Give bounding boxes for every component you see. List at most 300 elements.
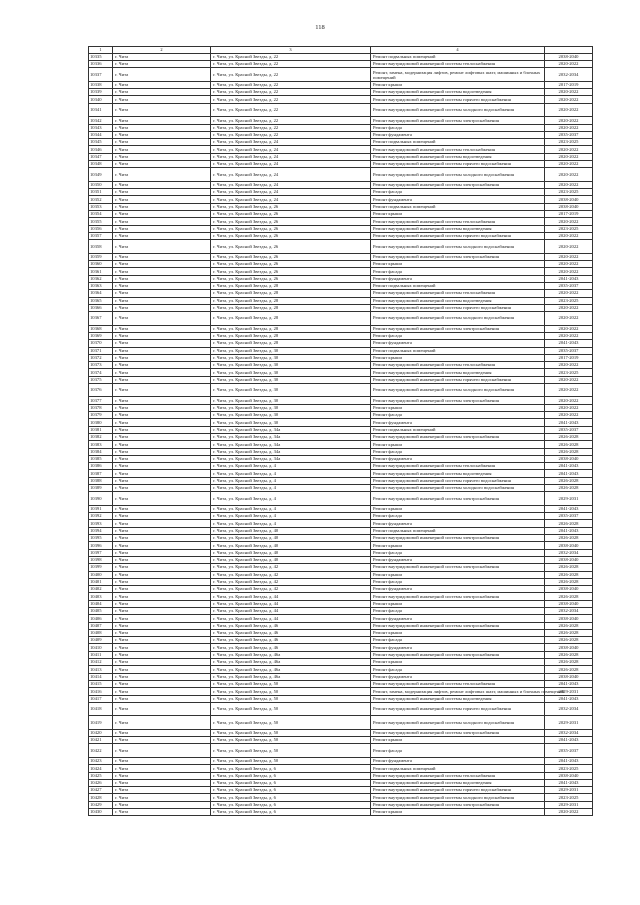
row-work-type: Ремонт внутридомовой инженерной системы теплоснабжения bbox=[371, 772, 545, 779]
row-work-type: Ремонт фасада bbox=[371, 513, 545, 520]
table-row bbox=[89, 615, 593, 622]
row-period: 2020-2022 bbox=[545, 261, 593, 268]
row-city: г. Чита bbox=[113, 470, 211, 477]
row-work-type: Ремонт подвальных помещений bbox=[371, 203, 545, 210]
row-address: г. Чита, ул. Красной Звезды, д. 34а bbox=[211, 441, 371, 448]
table-row bbox=[89, 680, 593, 687]
table-row bbox=[89, 161, 593, 168]
row-work-type: Ремонт крыши bbox=[371, 211, 545, 218]
row-city: г. Чита bbox=[113, 412, 211, 419]
row-city: г. Чита bbox=[113, 383, 211, 397]
page-number: 118 bbox=[315, 24, 325, 31]
header-cell: 1 bbox=[89, 47, 113, 54]
table-row bbox=[89, 304, 593, 311]
row-city: г. Чита bbox=[113, 564, 211, 571]
row-address: г. Чита, ул. Красной Звезды, д. 34а bbox=[211, 455, 371, 462]
row-number: 10373 bbox=[89, 362, 113, 369]
row-city: г. Чита bbox=[113, 325, 211, 332]
row-address: г. Чита, ул. Красной Звезды, д. 40 bbox=[211, 542, 371, 549]
row-address: г. Чита, ул. Красной Звезды, д. 22 bbox=[211, 53, 371, 60]
row-period: 2038-2040 bbox=[545, 644, 593, 651]
row-period: 2032-2034 bbox=[545, 68, 593, 82]
row-period: 2026-2028 bbox=[545, 441, 593, 448]
row-number: 10383 bbox=[89, 441, 113, 448]
row-address: г. Чита, ул. Красной Звезды, д. 26 bbox=[211, 261, 371, 268]
row-address: г. Чита, ул. Красной Звезды, д. 4 bbox=[211, 485, 371, 492]
row-number: 10413 bbox=[89, 666, 113, 673]
row-period: 2026-2028 bbox=[545, 448, 593, 455]
row-number: 10354 bbox=[89, 211, 113, 218]
row-city: г. Чита bbox=[113, 513, 211, 520]
table-row bbox=[89, 608, 593, 615]
row-work-type: Ремонт фундамента bbox=[371, 673, 545, 680]
table-row bbox=[89, 535, 593, 542]
row-work-type: Ремонт внутридомовой инженерной системы горячего водоснабжения bbox=[371, 161, 545, 168]
row-work-type: Ремонт фундамента bbox=[371, 455, 545, 462]
table-row bbox=[89, 520, 593, 527]
row-city: г. Чита bbox=[113, 505, 211, 512]
row-work-type: Ремонт внутридомовой инженерной системы теплоснабжения bbox=[371, 146, 545, 153]
row-address: г. Чита, ул. Красной Звезды, д. 24 bbox=[211, 168, 371, 182]
row-period: 2020-2022 bbox=[545, 290, 593, 297]
row-address: г. Чита, ул. Красной Звезды, д. 34а bbox=[211, 433, 371, 440]
row-address: г. Чита, ул. Красной Звезды, д. 30 bbox=[211, 404, 371, 411]
row-city: г. Чита bbox=[113, 463, 211, 470]
row-period: 2029-2031 bbox=[545, 716, 593, 730]
table-row bbox=[89, 117, 593, 124]
table-row bbox=[89, 419, 593, 426]
row-work-type: Ремонт внутридомовой инженерной системы теплоснабжения bbox=[371, 680, 545, 687]
table-row bbox=[89, 527, 593, 534]
row-city: г. Чита bbox=[113, 68, 211, 82]
table-row bbox=[89, 593, 593, 600]
row-city: г. Чита bbox=[113, 161, 211, 168]
row-work-type: Ремонт внутридомовой инженерной системы электроснабжения bbox=[371, 325, 545, 332]
row-work-type: Ремонт крыши bbox=[371, 600, 545, 607]
row-number: 10418 bbox=[89, 702, 113, 716]
row-city: г. Чита bbox=[113, 477, 211, 484]
row-number: 10346 bbox=[89, 146, 113, 153]
row-number: 10352 bbox=[89, 196, 113, 203]
table-row bbox=[89, 68, 593, 82]
row-period: 2020-2022 bbox=[545, 404, 593, 411]
row-period: 2038-2040 bbox=[545, 203, 593, 210]
row-address: г. Чита, ул. Красной Звезды, д. 28 bbox=[211, 297, 371, 304]
capital-repair-table bbox=[88, 46, 592, 816]
table-row bbox=[89, 383, 593, 397]
row-number: 10421 bbox=[89, 737, 113, 744]
row-period: 2023-2025 bbox=[545, 297, 593, 304]
row-work-type: Ремонт внутридомовой инженерной системы электроснабжения bbox=[371, 181, 545, 188]
row-work-type: Ремонт фасада bbox=[371, 578, 545, 585]
row-work-type: Ремонт внутридомовой инженерной системы холодного водоснабжения bbox=[371, 103, 545, 117]
row-number: 10415 bbox=[89, 680, 113, 687]
row-period: 2026-2028 bbox=[545, 637, 593, 644]
row-city: г. Чита bbox=[113, 211, 211, 218]
row-number: 10387 bbox=[89, 470, 113, 477]
row-address: г. Чита, ул. Красной Звезды, д. 30 bbox=[211, 369, 371, 376]
row-number: 10416 bbox=[89, 688, 113, 695]
row-city: г. Чита bbox=[113, 96, 211, 103]
row-address: г. Чита, ул. Красной Звезды, д. 50 bbox=[211, 702, 371, 716]
row-address: г. Чита, ул. Красной Звезды, д. 30 bbox=[211, 383, 371, 397]
row-city: г. Чита bbox=[113, 124, 211, 131]
table-row bbox=[89, 644, 593, 651]
row-address: г. Чита, ул. Красной Звезды, д. 4 bbox=[211, 470, 371, 477]
row-work-type: Ремонт крыши bbox=[371, 629, 545, 636]
row-number: 10366 bbox=[89, 304, 113, 311]
row-period: 2023-2025 bbox=[545, 189, 593, 196]
row-address: г. Чита, ул. Красной Звезды, д. 22 bbox=[211, 117, 371, 124]
row-number: 10337 bbox=[89, 68, 113, 82]
table-row bbox=[89, 225, 593, 232]
table-row bbox=[89, 131, 593, 138]
table-row bbox=[89, 404, 593, 411]
row-period: 2026-2028 bbox=[545, 578, 593, 585]
table-row bbox=[89, 203, 593, 210]
row-work-type: Ремонт крыши bbox=[371, 809, 545, 816]
row-address: г. Чита, ул. Красной Звезды, д. 6 bbox=[211, 765, 371, 772]
row-city: г. Чита bbox=[113, 304, 211, 311]
row-work-type: Ремонт крыши bbox=[371, 441, 545, 448]
row-work-type: Ремонт внутридомовой инженерной системы электроснабжения bbox=[371, 801, 545, 808]
row-address: г. Чита, ул. Красной Звезды, д. 26 bbox=[211, 268, 371, 275]
row-period: 2023-2025 bbox=[545, 794, 593, 801]
row-city: г. Чита bbox=[113, 168, 211, 182]
row-number: 10349 bbox=[89, 168, 113, 182]
row-number: 10388 bbox=[89, 477, 113, 484]
row-number: 10425 bbox=[89, 772, 113, 779]
table-row bbox=[89, 765, 593, 772]
row-period: 2020-2022 bbox=[545, 181, 593, 188]
row-city: г. Чита bbox=[113, 593, 211, 600]
table-row bbox=[89, 168, 593, 182]
row-city: г. Чита bbox=[113, 716, 211, 730]
row-address: г. Чита, ул. Красной Звезды, д. 46 bbox=[211, 644, 371, 651]
row-work-type: Ремонт внутридомовой инженерной системы горячего водоснабжения bbox=[371, 232, 545, 239]
row-number: 10391 bbox=[89, 505, 113, 512]
row-period: 2026-2028 bbox=[545, 477, 593, 484]
row-address: г. Чита, ул. Красной Звезды, д. 4 bbox=[211, 463, 371, 470]
row-work-type: Ремонт внутридомовой инженерной системы теплоснабжения bbox=[371, 362, 545, 369]
row-address: г. Чита, ул. Красной Звезды, д. 46 bbox=[211, 637, 371, 644]
row-number: 10386 bbox=[89, 463, 113, 470]
row-work-type: Ремонт внутридомовой инженерной системы водоотведения bbox=[371, 470, 545, 477]
row-period: 2038-2040 bbox=[545, 542, 593, 549]
row-address: г. Чита, ул. Красной Звезды, д. 6 bbox=[211, 779, 371, 786]
row-address: г. Чита, ул. Красной Звезды, д. 44 bbox=[211, 608, 371, 615]
row-work-type: Ремонт фундамента bbox=[371, 556, 545, 563]
row-work-type: Ремонт подвальных помещений bbox=[371, 765, 545, 772]
row-address: г. Чита, ул. Красной Звезды, д. 22 bbox=[211, 81, 371, 88]
row-address: г. Чита, ул. Красной Звезды, д. 28 bbox=[211, 325, 371, 332]
row-city: г. Чита bbox=[113, 89, 211, 96]
row-number: 10371 bbox=[89, 347, 113, 354]
row-period: 2023-2025 bbox=[545, 369, 593, 376]
row-work-type: Ремонт фасада bbox=[371, 744, 545, 758]
row-address: г. Чита, ул. Красной Звезды, д. 28 bbox=[211, 340, 371, 347]
row-city: г. Чита bbox=[113, 637, 211, 644]
row-address: г. Чита, ул. Красной Звезды, д. 46а bbox=[211, 651, 371, 658]
row-number: 10429 bbox=[89, 801, 113, 808]
table-row bbox=[89, 716, 593, 730]
row-period: 2041-2043 bbox=[545, 695, 593, 702]
table-row bbox=[89, 290, 593, 297]
row-period: 2020-2022 bbox=[545, 332, 593, 339]
row-number: 10350 bbox=[89, 181, 113, 188]
row-work-type: Ремонт подвальных помещений bbox=[371, 347, 545, 354]
row-number: 10376 bbox=[89, 383, 113, 397]
row-period: 2017-2019 bbox=[545, 81, 593, 88]
row-city: г. Чита bbox=[113, 629, 211, 636]
row-number: 10414 bbox=[89, 673, 113, 680]
row-number: 10365 bbox=[89, 297, 113, 304]
row-work-type: Ремонт фундамента bbox=[371, 757, 545, 764]
table-body bbox=[89, 53, 593, 816]
row-number: 10335 bbox=[89, 53, 113, 60]
row-city: г. Чита bbox=[113, 666, 211, 673]
row-city: г. Чита bbox=[113, 549, 211, 556]
row-number: 10381 bbox=[89, 426, 113, 433]
row-address: г. Чита, ул. Красной Звезды, д. 40 bbox=[211, 535, 371, 542]
row-number: 10353 bbox=[89, 203, 113, 210]
row-number: 10401 bbox=[89, 578, 113, 585]
row-period: 2041-2043 bbox=[545, 505, 593, 512]
row-number: 10430 bbox=[89, 809, 113, 816]
table-row bbox=[89, 477, 593, 484]
row-period: 2041-2043 bbox=[545, 463, 593, 470]
row-number: 10340 bbox=[89, 96, 113, 103]
row-address: г. Чита, ул. Красной Звезды, д. 46 bbox=[211, 629, 371, 636]
table-row bbox=[89, 622, 593, 629]
row-address: г. Чита, ул. Красной Звезды, д. 46а bbox=[211, 673, 371, 680]
row-city: г. Чита bbox=[113, 203, 211, 210]
row-number: 10336 bbox=[89, 61, 113, 68]
row-period: 2020-2022 bbox=[545, 117, 593, 124]
row-work-type: Ремонт фундамента bbox=[371, 644, 545, 651]
row-city: г. Чита bbox=[113, 61, 211, 68]
row-address: г. Чита, ул. Красной Звезды, д. 34а bbox=[211, 448, 371, 455]
row-address: г. Чита, ул. Красной Звезды, д. 28 bbox=[211, 304, 371, 311]
row-city: г. Чита bbox=[113, 615, 211, 622]
row-address: г. Чита, ул. Красной Звезды, д. 42 bbox=[211, 571, 371, 578]
row-city: г. Чита bbox=[113, 680, 211, 687]
row-address: г. Чита, ул. Красной Звезды, д. 42 bbox=[211, 564, 371, 571]
table-row bbox=[89, 325, 593, 332]
row-work-type: Ремонт внутридомовой инженерной системы холодного водоснабжения bbox=[371, 485, 545, 492]
table-row bbox=[89, 362, 593, 369]
row-work-type: Ремонт внутридомовой инженерной системы водоотведения bbox=[371, 153, 545, 160]
row-period: 2026-2028 bbox=[545, 666, 593, 673]
row-city: г. Чита bbox=[113, 312, 211, 326]
row-work-type: Ремонт внутридомовой инженерной системы теплоснабжения bbox=[371, 290, 545, 297]
row-period: 2020-2022 bbox=[545, 397, 593, 404]
row-period: 2020-2022 bbox=[545, 232, 593, 239]
row-period: 2020-2022 bbox=[545, 253, 593, 260]
row-number: 10360 bbox=[89, 261, 113, 268]
row-city: г. Чита bbox=[113, 688, 211, 695]
row-number: 10338 bbox=[89, 81, 113, 88]
table-row bbox=[89, 695, 593, 702]
row-city: г. Чита bbox=[113, 744, 211, 758]
row-address: г. Чита, ул. Красной Звезды, д. 6 bbox=[211, 809, 371, 816]
row-number: 10370 bbox=[89, 340, 113, 347]
row-period: 2035-2037 bbox=[545, 131, 593, 138]
table-row bbox=[89, 211, 593, 218]
row-address: г. Чита, ул. Красной Звезды, д. 44 bbox=[211, 615, 371, 622]
row-period: 2023-2025 bbox=[545, 765, 593, 772]
table-row bbox=[89, 340, 593, 347]
row-city: г. Чита bbox=[113, 376, 211, 383]
row-address: г. Чита, ул. Красной Звезды, д. 22 bbox=[211, 89, 371, 96]
table-row bbox=[89, 809, 593, 816]
table-row bbox=[89, 153, 593, 160]
row-work-type: Ремонт внутридомовой инженерной системы теплоснабжения bbox=[371, 463, 545, 470]
row-address: г. Чита, ул. Красной Звезды, д. 44 bbox=[211, 600, 371, 607]
row-city: г. Чита bbox=[113, 644, 211, 651]
row-city: г. Чита bbox=[113, 571, 211, 578]
table-row bbox=[89, 651, 593, 658]
row-work-type: Ремонт фасада bbox=[371, 124, 545, 131]
row-city: г. Чита bbox=[113, 347, 211, 354]
row-work-type: Ремонт фундамента bbox=[371, 131, 545, 138]
row-address: г. Чита, ул. Красной Звезды, д. 28 bbox=[211, 332, 371, 339]
row-number: 10362 bbox=[89, 275, 113, 282]
row-work-type: Ремонт крыши bbox=[371, 505, 545, 512]
row-number: 10409 bbox=[89, 637, 113, 644]
row-city: г. Чита bbox=[113, 232, 211, 239]
row-period: 2020-2022 bbox=[545, 218, 593, 225]
row-work-type: Ремонт фасада bbox=[371, 448, 545, 455]
row-number: 10411 bbox=[89, 651, 113, 658]
table-row bbox=[89, 757, 593, 764]
row-address: г. Чита, ул. Красной Звезды, д. 22 bbox=[211, 131, 371, 138]
row-city: г. Чита bbox=[113, 297, 211, 304]
row-work-type: Ремонт крыши bbox=[371, 404, 545, 411]
row-number: 10412 bbox=[89, 659, 113, 666]
header-row bbox=[89, 47, 593, 54]
row-address: г. Чита, ул. Красной Звезды, д. 26 bbox=[211, 275, 371, 282]
row-number: 10375 bbox=[89, 376, 113, 383]
row-period: 2032-2034 bbox=[545, 729, 593, 736]
row-period: 2041-2043 bbox=[545, 340, 593, 347]
row-period: 2026-2028 bbox=[545, 593, 593, 600]
row-work-type: Ремонт фундамента bbox=[371, 340, 545, 347]
table-row bbox=[89, 433, 593, 440]
row-work-type: Ремонт внутридомовой инженерной системы водоотведения bbox=[371, 779, 545, 786]
table-row bbox=[89, 448, 593, 455]
table-row bbox=[89, 666, 593, 673]
row-address: г. Чита, ул. Красной Звезды, д. 24 bbox=[211, 161, 371, 168]
row-address: г. Чита, ул. Красной Звезды, д. 6 bbox=[211, 801, 371, 808]
row-period: 2038-2040 bbox=[545, 615, 593, 622]
row-period: 2038-2040 bbox=[545, 455, 593, 462]
row-city: г. Чита bbox=[113, 419, 211, 426]
row-period: 2026-2028 bbox=[545, 564, 593, 571]
row-address: г. Чита, ул. Красной Звезды, д. 46а bbox=[211, 659, 371, 666]
table-row bbox=[89, 218, 593, 225]
row-city: г. Чита bbox=[113, 146, 211, 153]
row-period: 2041-2043 bbox=[545, 527, 593, 534]
row-address: г. Чита, ул. Красной Звезды, д. 46 bbox=[211, 622, 371, 629]
row-number: 10392 bbox=[89, 513, 113, 520]
row-number: 10427 bbox=[89, 787, 113, 794]
table-row bbox=[89, 53, 593, 60]
row-work-type: Ремонт крыши bbox=[371, 261, 545, 268]
row-city: г. Чита bbox=[113, 117, 211, 124]
row-period: 2020-2022 bbox=[545, 103, 593, 117]
row-period: 2026-2028 bbox=[545, 659, 593, 666]
row-period: 2020-2022 bbox=[545, 89, 593, 96]
row-period: 2020-2022 bbox=[545, 809, 593, 816]
row-number: 10347 bbox=[89, 153, 113, 160]
row-address: г. Чита, ул. Красной Звезды, д. 6 bbox=[211, 772, 371, 779]
row-city: г. Чита bbox=[113, 181, 211, 188]
row-work-type: Ремонт крыши bbox=[371, 81, 545, 88]
table-row bbox=[89, 485, 593, 492]
row-number: 10393 bbox=[89, 520, 113, 527]
row-period: 2020-2022 bbox=[545, 412, 593, 419]
row-period: 2041-2043 bbox=[545, 275, 593, 282]
row-city: г. Чита bbox=[113, 189, 211, 196]
row-city: г. Чита bbox=[113, 737, 211, 744]
row-period: 2020-2022 bbox=[545, 312, 593, 326]
table-row bbox=[89, 702, 593, 716]
row-number: 10396 bbox=[89, 542, 113, 549]
row-address: г. Чита, ул. Красной Звезды, д. 24 bbox=[211, 189, 371, 196]
table-row bbox=[89, 779, 593, 786]
table-row bbox=[89, 556, 593, 563]
row-number: 10428 bbox=[89, 794, 113, 801]
row-address: г. Чита, ул. Красной Звезды, д. 24 bbox=[211, 196, 371, 203]
table-row bbox=[89, 578, 593, 585]
table-row bbox=[89, 232, 593, 239]
table-row bbox=[89, 787, 593, 794]
table-row bbox=[89, 772, 593, 779]
row-number: 10361 bbox=[89, 268, 113, 275]
row-city: г. Чита bbox=[113, 340, 211, 347]
table-row bbox=[89, 455, 593, 462]
row-period: 2020-2022 bbox=[545, 325, 593, 332]
row-city: г. Чита bbox=[113, 586, 211, 593]
row-work-type: Ремонт внутридомовой инженерной системы электроснабжения bbox=[371, 593, 545, 600]
row-address: г. Чита, ул. Красной Звезды, д. 26 bbox=[211, 211, 371, 218]
table-row bbox=[89, 441, 593, 448]
row-address: г. Чита, ул. Красной Звезды, д. 6 bbox=[211, 787, 371, 794]
table-row bbox=[89, 412, 593, 419]
row-period: 2029-2031 bbox=[545, 801, 593, 808]
row-address: г. Чита, ул. Красной Звезды, д. 28 bbox=[211, 312, 371, 326]
row-number: 10367 bbox=[89, 312, 113, 326]
row-period: 2026-2028 bbox=[545, 485, 593, 492]
row-number: 10382 bbox=[89, 433, 113, 440]
row-period: 2023-2025 bbox=[545, 139, 593, 146]
row-period: 2020-2022 bbox=[545, 168, 593, 182]
row-period: 2041-2043 bbox=[545, 680, 593, 687]
row-work-type: Ремонт внутридомовой инженерной системы горячего водоснабжения bbox=[371, 376, 545, 383]
row-period: 2032-2034 bbox=[545, 702, 593, 716]
row-address: г. Чита, ул. Красной Звезды, д. 50 bbox=[211, 716, 371, 730]
row-address: г. Чита, ул. Красной Звезды, д. 46а bbox=[211, 666, 371, 673]
row-city: г. Чита bbox=[113, 240, 211, 254]
row-number: 10368 bbox=[89, 325, 113, 332]
row-work-type: Ремонт внутридомовой инженерной системы холодного водоснабжения bbox=[371, 716, 545, 730]
row-number: 10379 bbox=[89, 412, 113, 419]
row-city: г. Чита bbox=[113, 702, 211, 716]
row-work-type: Ремонт внутридомовой инженерной системы водоотведения bbox=[371, 89, 545, 96]
row-address: г. Чита, ул. Красной Звезды, д. 30 bbox=[211, 412, 371, 419]
row-address: г. Чита, ул. Красной Звезды, д. 26 bbox=[211, 218, 371, 225]
